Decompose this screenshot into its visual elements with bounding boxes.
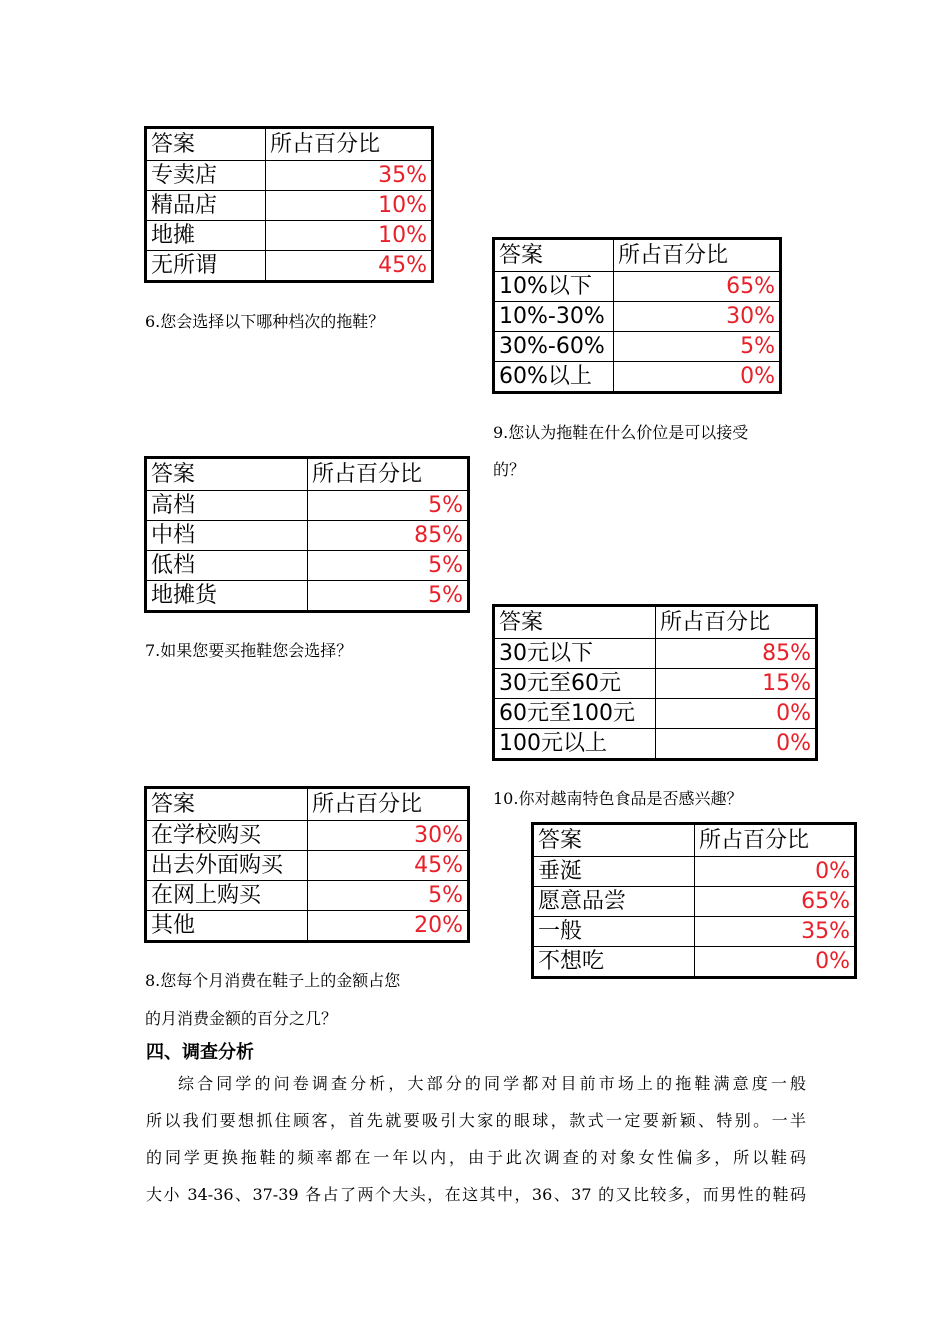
survey-table-vietnam-food [531, 822, 857, 979]
percent-cell: 0% [656, 699, 817, 729]
survey-table-spending-share [492, 237, 782, 394]
table-row [494, 699, 817, 729]
table-row [494, 302, 781, 332]
section-heading: 四、调查分析 [146, 1042, 254, 1063]
answer-cell: 在网上购买 [146, 881, 308, 911]
percent-cell: 10% [266, 191, 433, 221]
survey-table-grade [144, 456, 470, 613]
survey-table-purchase-place [144, 786, 470, 943]
percent-cell: 5% [614, 332, 781, 362]
answer-cell: 专卖店 [146, 161, 266, 191]
table-row [494, 639, 817, 669]
table-row [146, 161, 433, 191]
percent-cell: 0% [695, 947, 856, 978]
header-answer: 答案 [146, 788, 308, 821]
percent-cell: 65% [695, 887, 856, 917]
table-row [146, 821, 469, 851]
answer-cell: 中档 [146, 521, 308, 551]
question-10: 10.你对越南特色食品是否感兴趣？ [493, 789, 743, 808]
answer-cell: 30元以下 [494, 639, 656, 669]
percent-cell: 5% [308, 881, 469, 911]
table-row [146, 881, 469, 911]
table-row [533, 887, 856, 917]
table-row [146, 521, 469, 551]
percent-cell: 30% [308, 821, 469, 851]
survey-table-price-range [492, 604, 818, 761]
header-answer: 答案 [146, 128, 266, 161]
percent-cell: 30% [614, 302, 781, 332]
table-row [146, 491, 469, 521]
answer-cell: 其他 [146, 911, 308, 942]
question-9-line-2: 的？ [493, 460, 526, 479]
percent-cell: 0% [614, 362, 781, 393]
percent-cell: 45% [308, 851, 469, 881]
paragraph-line: 的同学更换拖鞋的频率都在一年以内，由于此次调查的对象女性偏多，所以鞋码 [146, 1148, 806, 1167]
answer-cell: 垂涎 [533, 857, 695, 887]
percent-cell: 0% [656, 729, 817, 760]
percent-cell: 0% [695, 857, 856, 887]
table-row [146, 551, 469, 581]
answer-cell: 愿意品尝 [533, 887, 695, 917]
percent-cell: 65% [614, 272, 781, 302]
percent-cell: 5% [308, 581, 469, 612]
percent-cell: 5% [308, 551, 469, 581]
answer-cell: 100元以上 [494, 729, 656, 760]
table-row [494, 272, 781, 302]
answer-cell: 地摊货 [146, 581, 308, 612]
answer-cell: 在学校购买 [146, 821, 308, 851]
header-answer: 答案 [494, 606, 656, 639]
table-row [494, 332, 781, 362]
paragraph-line: 所以我们要想抓住顾客，首先就要吸引大家的眼球，款式一定要新颖、特别。一半 [146, 1111, 806, 1130]
question-7: 7.如果您要买拖鞋您会选择？ [145, 641, 353, 660]
answer-cell: 10%-30% [494, 302, 614, 332]
answer-cell: 高档 [146, 491, 308, 521]
table-row [146, 191, 433, 221]
paragraph-line: 综合同学的问卷调查分析，大部分的同学都对目前市场上的拖鞋满意度一般 [178, 1074, 806, 1093]
percent-cell: 85% [656, 639, 817, 669]
percent-cell: 45% [266, 251, 433, 282]
table-row [146, 581, 469, 612]
percent-cell: 10% [266, 221, 433, 251]
percent-cell: 20% [308, 911, 469, 942]
answer-cell: 不想吃 [533, 947, 695, 978]
table-row [146, 221, 433, 251]
table-row [533, 947, 856, 978]
answer-cell: 30%-60% [494, 332, 614, 362]
table-row [494, 362, 781, 393]
table-row [494, 669, 817, 699]
header-percent: 所占百分比 [656, 606, 817, 639]
question-8-line-1: 8.您每个月消费在鞋子上的金额占您 [145, 971, 401, 990]
table-row [494, 729, 817, 760]
header-answer: 答案 [146, 458, 308, 491]
header-percent: 所占百分比 [695, 824, 856, 857]
header-percent: 所占百分比 [614, 239, 781, 272]
survey-table-store-type [144, 126, 434, 283]
table-row [146, 251, 433, 282]
answer-cell: 60%以上 [494, 362, 614, 393]
answer-cell: 10%以下 [494, 272, 614, 302]
question-6: 6.您会选择以下哪种档次的拖鞋？ [145, 312, 385, 331]
answer-cell: 出去外面购买 [146, 851, 308, 881]
answer-cell: 地摊 [146, 221, 266, 251]
table-row [146, 851, 469, 881]
percent-cell: 35% [266, 161, 433, 191]
analysis-paragraph [146, 1065, 806, 1213]
answer-cell: 无所谓 [146, 251, 266, 282]
table-row [533, 917, 856, 947]
header-percent: 所占百分比 [266, 128, 433, 161]
header-percent: 所占百分比 [308, 458, 469, 491]
percent-cell: 85% [308, 521, 469, 551]
paragraph-line: 大小 34-36、37-39 各占了两个大头，在这其中，36、37 的又比较多，而男性的鞋码 [146, 1185, 806, 1204]
percent-cell: 5% [308, 491, 469, 521]
answer-cell: 精品店 [146, 191, 266, 221]
header-answer: 答案 [494, 239, 614, 272]
percent-cell: 15% [656, 669, 817, 699]
answer-cell: 一般 [533, 917, 695, 947]
table-row [533, 857, 856, 887]
percent-cell: 35% [695, 917, 856, 947]
question-8-line-2: 的月消费金额的百分之几？ [145, 1009, 338, 1028]
header-percent: 所占百分比 [308, 788, 469, 821]
question-9-line-1: 9.您认为拖鞋在什么价位是可以接受 [493, 423, 749, 442]
header-answer: 答案 [533, 824, 695, 857]
answer-cell: 60元至100元 [494, 699, 656, 729]
answer-cell: 低档 [146, 551, 308, 581]
table-row [146, 911, 469, 942]
answer-cell: 30元至60元 [494, 669, 656, 699]
